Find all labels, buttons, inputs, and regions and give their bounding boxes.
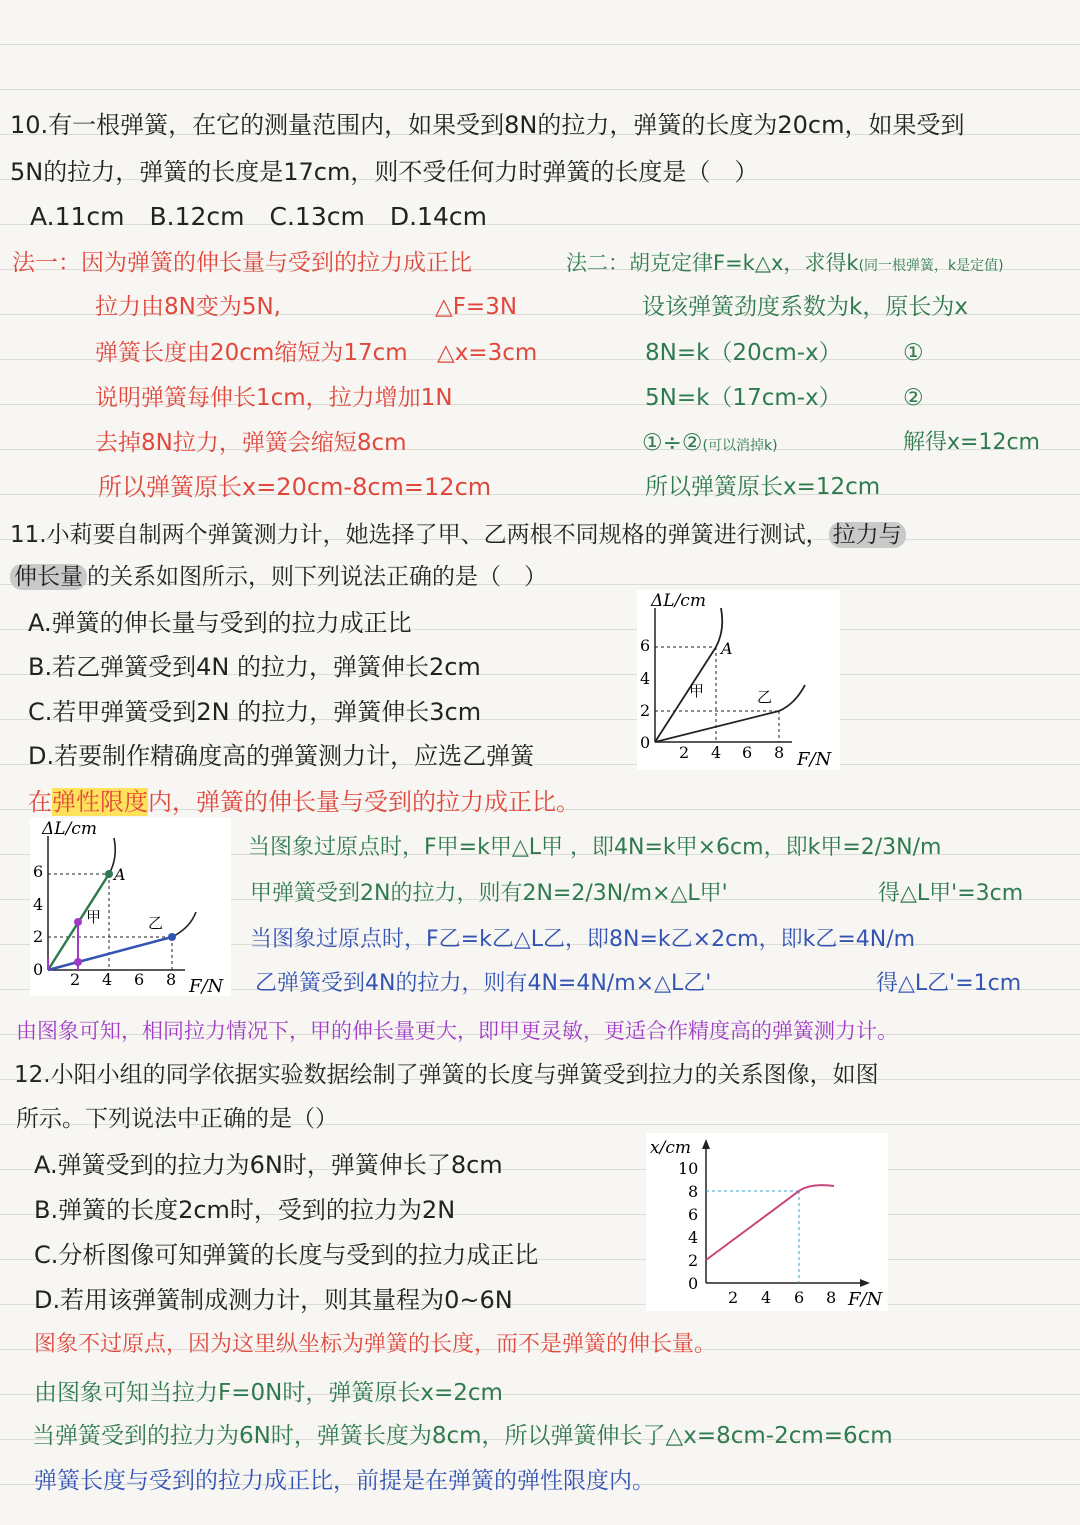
q11-green-line1: 当图象过原点时，F甲=k甲△L甲 ，即4N=k甲×6cm，即k甲=2/3N/m — [248, 835, 942, 860]
q10-method2-line4 — [642, 428, 778, 461]
q11-stem-highlight1: 拉力与 — [829, 522, 906, 548]
q12-y-arrow — [702, 1139, 710, 1149]
q10-method1-title: 法一：因为弹簧的伸长量与受到的拉力成正比 — [12, 250, 472, 276]
q10-method2-line1: 设该弹簧劲度系数为k，原长为x — [642, 294, 968, 320]
q12-stem-line1: 12.小阳小组的同学依据实验数据绘制了弹簧的长度与弹簧受到拉力的关系图像，如图 — [14, 1062, 879, 1088]
q11-option-d: D.若要制作精确度高的弹簧测力计，应选乙弹簧 — [28, 742, 535, 770]
q10-method2-line5: 所以弹簧原长x=12cm — [645, 474, 881, 500]
q11-option-a: A.弹簧的伸长量与受到的拉力成正比 — [28, 609, 412, 637]
q11b-xtick-6: 6 — [134, 970, 145, 989]
q12-note-green2: 当弹簧受到的拉力为6N时，弹簧长度为8cm，所以弹簧伸长了△x=8cm-2cm=6cm — [32, 1423, 893, 1449]
q11-blue-line2b: 得△L乙'=1cm — [876, 971, 1022, 996]
q11b-origin: 0 — [33, 960, 44, 979]
q10-method2-note: (同一根弹簧，k是定值) — [858, 258, 1004, 274]
q10-method2-title — [566, 248, 1004, 281]
q11-xtick-6: 6 — [742, 743, 753, 762]
q11-origin: 0 — [640, 733, 651, 752]
q11-blue-line2a: 乙弹簧受到4N的拉力，则有4N=4N/m×△L乙' — [255, 971, 712, 996]
q12-ytick-6: 6 — [688, 1205, 699, 1224]
q11-ytick-6: 6 — [640, 636, 651, 655]
q11b-xtick-4: 4 — [102, 970, 113, 989]
q12-note-blue: 弹簧长度与受到的拉力成正比，前提是在弹簧的弹性限度内。 — [34, 1468, 655, 1494]
q10-method1-line5: 所以弹簧原长x=20cm-8cm=12cm — [98, 473, 492, 501]
q10-method2-line4b: 解得x=12cm — [903, 430, 1040, 455]
q11b-point-a-label: A — [114, 865, 126, 884]
q12-curve — [706, 1185, 834, 1260]
q11-xtick-2: 2 — [679, 743, 690, 762]
q11-blue-line1: 当图象过原点时，F乙=k乙△L乙，即8N=k乙×2cm，即k乙=4N/m — [250, 927, 916, 952]
q11b-point-a — [105, 870, 113, 878]
q12-option-a: A.弹簧受到的拉力为6N时，弹簧伸长了8cm — [34, 1151, 503, 1179]
q10-method1-line1a: 拉力由8N变为5N, — [95, 294, 281, 320]
q12-option-c: C.分析图像可知弹簧的长度与受到的拉力成正比 — [34, 1241, 539, 1269]
q11b-point-b — [168, 933, 176, 941]
q11b-xtick-2: 2 — [70, 970, 81, 989]
q12-x-arrow — [860, 1279, 870, 1287]
q11b-x-label: F/N — [189, 976, 224, 996]
q11-stem-line2-text: 的关系如图所示，则下列说法正确的是（ ） — [87, 564, 547, 590]
q11-note1-post: 内，弹簧的伸长量与受到的拉力成正比。 — [148, 788, 580, 816]
q10-method2-line4-note: (可以消掉k) — [702, 438, 778, 454]
q11-annotated-graph-svg — [30, 818, 231, 996]
q10-method1-line1b: △F=3N — [435, 294, 518, 320]
q11b-curve-yi — [172, 912, 196, 937]
q12-option-b: B.弹簧的长度2cm时，受到的拉力为2N — [34, 1196, 456, 1224]
q11-stem-line2 — [10, 562, 547, 592]
q12-y-label: x/cm — [650, 1138, 691, 1158]
q11b-ytick-4: 4 — [33, 895, 44, 914]
q10-options: A.11cm B.12cm C.13cm D.14cm — [30, 202, 487, 231]
q11-graph — [637, 590, 840, 770]
q10-method2-line2b: ① — [903, 340, 924, 366]
q11-line-yi — [655, 685, 805, 742]
q11-y-label: ΔL/cm — [651, 591, 706, 611]
q12-xtick-2: 2 — [728, 1288, 739, 1307]
q11-line-jia — [655, 608, 722, 742]
q11-conclusion: 由图象可知，相同拉力情况下，甲的伸长量更大，即甲更灵敏，更适合作精度高的弹簧测力计。 — [16, 1019, 898, 1043]
q10-method2-line2a: 8N=k（20cm-x） — [645, 340, 842, 366]
q11b-yi-label: 乙 — [148, 914, 164, 932]
q12-ytick-8: 8 — [688, 1182, 699, 1201]
q12-stem-line2: 所示。下列说法中正确的是（） — [16, 1106, 338, 1132]
q11b-point-jia-purple — [74, 918, 82, 926]
q12-ytick-2: 2 — [688, 1251, 699, 1270]
q11b-jia-label: 甲 — [86, 908, 102, 926]
q10-method1-line2a: 弹簧长度由20cm缩短为17cm — [95, 340, 408, 366]
q11-x-label: F/N — [797, 749, 832, 770]
q11b-point-yi-purple — [74, 958, 82, 966]
q10-method2-line3a: 5N=k（17cm-x） — [645, 385, 842, 411]
q12-option-d: D.若用该弹簧制成测力计，则其量程为0~6N — [34, 1286, 513, 1314]
q10-method2-line4a: ①÷② — [642, 430, 703, 456]
q11-option-b: B.若乙弹簧受到4N 的拉力，弹簧伸长2cm — [28, 653, 481, 681]
q12-note-green1: 由图象可知当拉力F=0N时，弹簧原长x=2cm — [34, 1380, 503, 1406]
q11-note1-highlight: 弹性限度 — [52, 788, 148, 816]
q12-xtick-4: 4 — [761, 1288, 772, 1307]
q10-method2-title-text: 法二：胡克定律F=k△x，求得k — [566, 251, 859, 275]
q11-yi-label: 乙 — [757, 688, 773, 706]
q11b-ytick-2: 2 — [33, 927, 44, 946]
q11-stem-line1 — [10, 520, 906, 550]
q11-stem-line1-text: 11.小莉要自制两个弹簧测力计，她选择了甲、乙两根不同规格的弹簧进行测试， — [10, 522, 829, 548]
q11-annotated-graph — [30, 818, 231, 996]
q12-graph — [646, 1133, 888, 1311]
q11-green-line2b: 得△L甲'=3cm — [878, 881, 1024, 906]
q11-graph-svg — [637, 590, 840, 770]
q11-xtick-8: 8 — [774, 743, 785, 762]
q10-method1-line3: 说明弹簧每伸长1cm，拉力增加1N — [95, 385, 453, 411]
q10-stem-line2: 5N的拉力，弹簧的长度是17cm，则不受任何力时弹簧的长度是（ ） — [10, 158, 759, 186]
q11-note1 — [28, 787, 580, 817]
q10-method2-line3b: ② — [903, 385, 924, 411]
q11-xtick-4: 4 — [711, 743, 722, 762]
q11-ytick-2: 2 — [640, 701, 651, 720]
q11b-xtick-8: 8 — [166, 970, 177, 989]
q11b-y-label: ΔL/cm — [42, 819, 97, 839]
q12-xtick-6: 6 — [794, 1288, 805, 1307]
q10-method1-line4: 去掉8N拉力，弹簧会缩短8cm — [95, 430, 407, 456]
q11-note1-pre: 在 — [28, 788, 52, 816]
q10-stem-line1: 10.有一根弹簧，在它的测量范围内，如果受到8N的拉力，弹簧的长度为20cm，如果受到 — [10, 111, 965, 139]
q12-note-red: 图象不过原点，因为这里纵坐标为弹簧的长度，而不是弹簧的伸长量。 — [34, 1332, 717, 1357]
q10-method1-line2b: △x=3cm — [437, 340, 538, 366]
q12-xtick-8: 8 — [826, 1288, 837, 1307]
q12-graph-svg — [646, 1133, 888, 1311]
q11-jia-label: 甲 — [689, 682, 705, 700]
q12-ytick-0: 0 — [688, 1274, 699, 1293]
q12-x-label: F/N — [848, 1289, 883, 1310]
q11-point-a-label: A — [721, 639, 733, 658]
q11-ytick-4: 4 — [640, 669, 651, 688]
q12-ytick-10: 10 — [678, 1159, 699, 1178]
q11-green-line2a: 甲弹簧受到2N的拉力，则有2N=2/3N/m×△L甲' — [250, 881, 728, 906]
q11b-ytick-6: 6 — [33, 862, 44, 881]
q11-option-c: C.若甲弹簧受到2N 的拉力，弹簧伸长3cm — [28, 698, 482, 726]
q11-stem-highlight2: 伸长量 — [10, 564, 87, 590]
q12-ytick-4: 4 — [688, 1228, 699, 1247]
